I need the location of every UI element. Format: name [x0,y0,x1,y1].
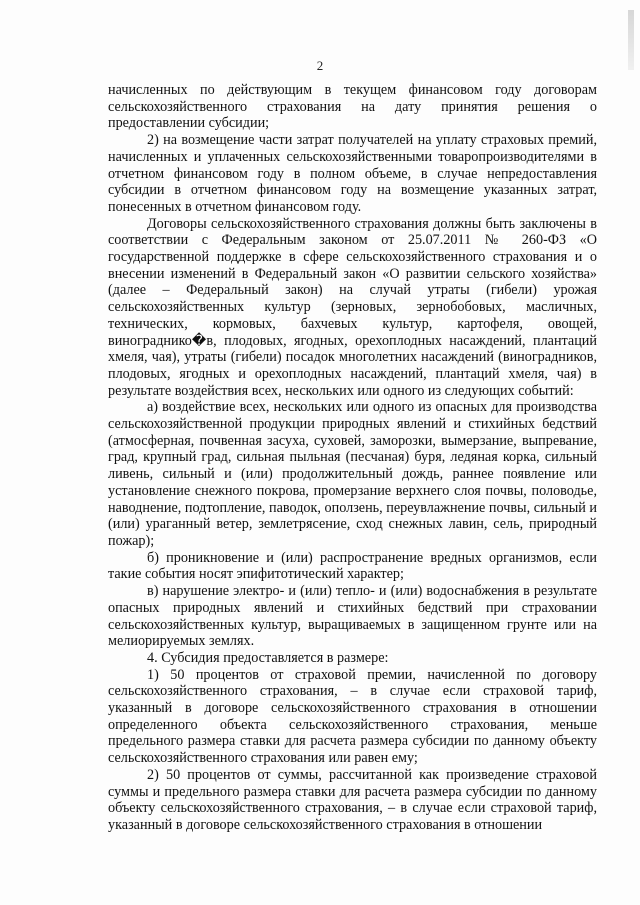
paragraph-subsidy-2: 2) 50 процентов от суммы, рассчитанной как произведение страховой суммы и предельного размера ставки для расчета размера субсидии по данному объекту сельскохозяйственного страхования, – в случае если страховой тариф, указанный в договоре сельскохозяйственного страхования в отношении [108,766,597,833]
paragraph-item-2: 2) на возмещение части затрат получателей на уплату страховых премий, начисленных и уплаченных сельскохозяйственными товаропроизводителями в отчетном финансовом году в полном объеме, в случае непредоставления субсидии в отчетном финансовом году на возмещение указанных затрат, понесенных в отчетном финансовом году. [108,132,597,215]
paragraph-item-b: б) проникновение и (или) распространение вредных организмов, если такие события носят эпифитотический характер; [108,549,597,583]
paragraph-continuation: начисленных по действующим в текущем финансовом году договорам сельскохозяйственного страхования на дату принятия решения о предоставлении субсидии; [108,82,597,132]
paragraph-section-4: 4. Субсидия предоставляется в размере: [147,649,389,666]
paragraph-contracts: Договоры сельскохозяйственного страхования должны быть заключены в соответствии с Федеральным законом от 25.07.2011 № 260-ФЗ «О государственной поддержке в сфере сельскохозяйственного страхования и о внесении изменений в Федеральный закон «О развитии сельского хозяйства» (далее – Федеральный закон) на случай утраты (гибели) урожая сельскохозяйственных культур (зерновых, зернобобовых, масличных, технических, кормовых, бахчевых культур, картофеля, овощей, винограднико�в, плодовых, ягодных, орехоплодных насаждений, плантаций хмеля, чая), утраты (гибели) посадок многолетних насаждений (виноградников, плодовых, ягодных и орехоплодных насаждений, плантаций хмеля, чая) в результате воздействия всех, нескольких или одного из следующих событий: [108,215,597,399]
page-number: 2 [316,58,324,73]
paragraph-subsidy-1: 1) 50 процентов от страховой премии, начисленной по договору сельскохозяйственного страхования, – в случае если страховой тариф, указанный в договоре сельскохозяйственного страхования в отношении определенного объекта сельскохозяйственного страхования, меньше предельного размера ставки для расчета размера субсидии по данному объекту сельскохозяйственного страхования или равен ему; [108,666,597,767]
paragraph-item-v: в) нарушение электро- и (или) тепло- и (или) водоснабжения в результате опасных природных явлений и стихийных бедствий при страховании сельскохозяйственных культур, выращиваемых в защищенном грунте или на мелиорируемых землях. [108,583,597,650]
paragraph-item-a: а) воздействие всех, нескольких или одного из опасных для производства сельскохозяйственной продукции природных явлений и стихийных бедствий (атмосферная, почвенная засуха, суховей, заморозки, вымерзание, выпревание, град, крупный град, сильная пыльная (песчаная) буря, ледяная корка, сильный ливень, сильный и (или) продолжительный дождь, раннее появление или установление снежного покрова, промерзание верхнего слоя почвы, половодье, наводнение, подтопление, паводок, оползень, переувлажнение почвы, сильный и (или) ураганный ветер, землетрясение, сход снежных лавин, сель, природный пожар); [108,399,597,549]
document-body [108,82,597,834]
